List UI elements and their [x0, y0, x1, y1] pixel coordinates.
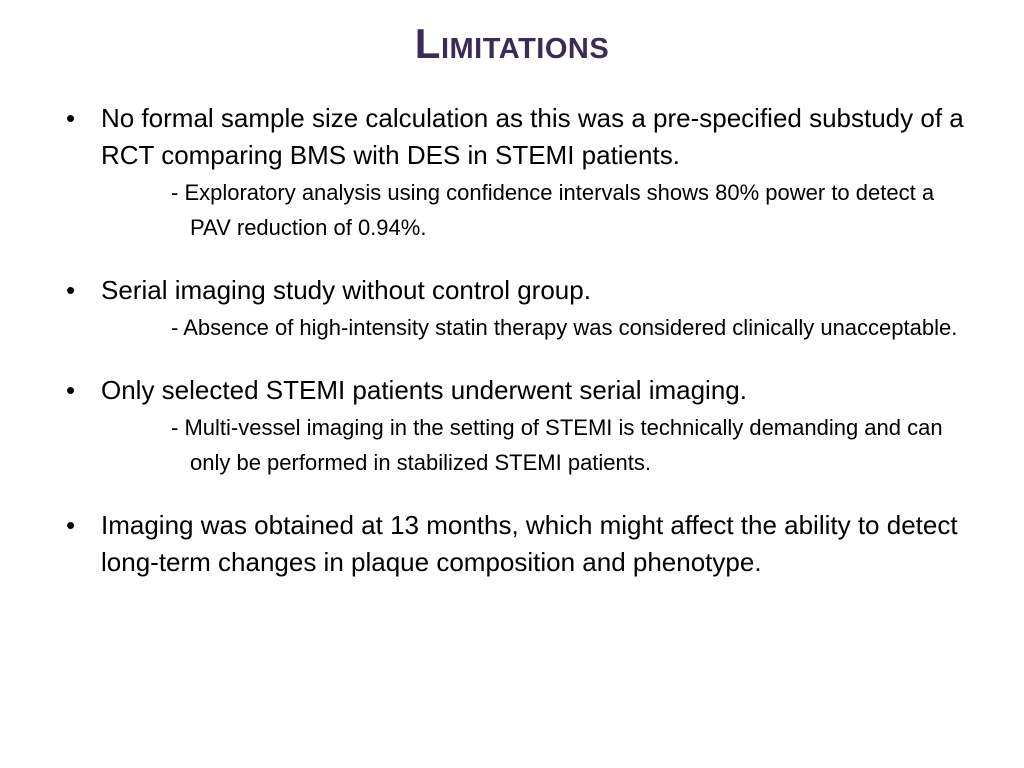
slide-title: Limitations	[414, 20, 610, 67]
bullet-dot-icon: •	[66, 510, 76, 540]
bullet-dot-icon: •	[66, 375, 76, 405]
bullet-subpoint: - Multi-vessel imaging in the setting of STEMI is technically demanding and can only be performed in stabilized STEMI patients.	[171, 415, 943, 475]
bullet-subpoint: - Exploratory analysis using confidence intervals shows 80% power to detect a PAV reduction of 0.94%.	[171, 180, 935, 240]
bullet-item	[66, 372, 986, 480]
bullet-item	[66, 272, 986, 345]
bullet-text: Serial imaging study without control group.	[101, 275, 591, 305]
bullet-subpoint: - Absence of high-intensity statin therapy was considered clinically unacceptable.	[171, 315, 958, 340]
bullet-text: Imaging was obtained at 13 months, which might affect the ability to detect long-term changes in plaque composition and phenotype.	[101, 510, 958, 577]
bullet-text: Only selected STEMI patients underwent serial imaging.	[101, 375, 747, 405]
bullet-text: No formal sample size calculation as this was a pre-specified substudy of a RCT comparing BMS with DES in STEMI patients.	[101, 103, 964, 170]
bullet-dot-icon: •	[66, 103, 76, 133]
bullet-item	[66, 507, 986, 581]
bullet-list	[66, 100, 986, 581]
bullet-dot-icon: •	[66, 275, 76, 305]
bullet-item	[66, 100, 986, 245]
